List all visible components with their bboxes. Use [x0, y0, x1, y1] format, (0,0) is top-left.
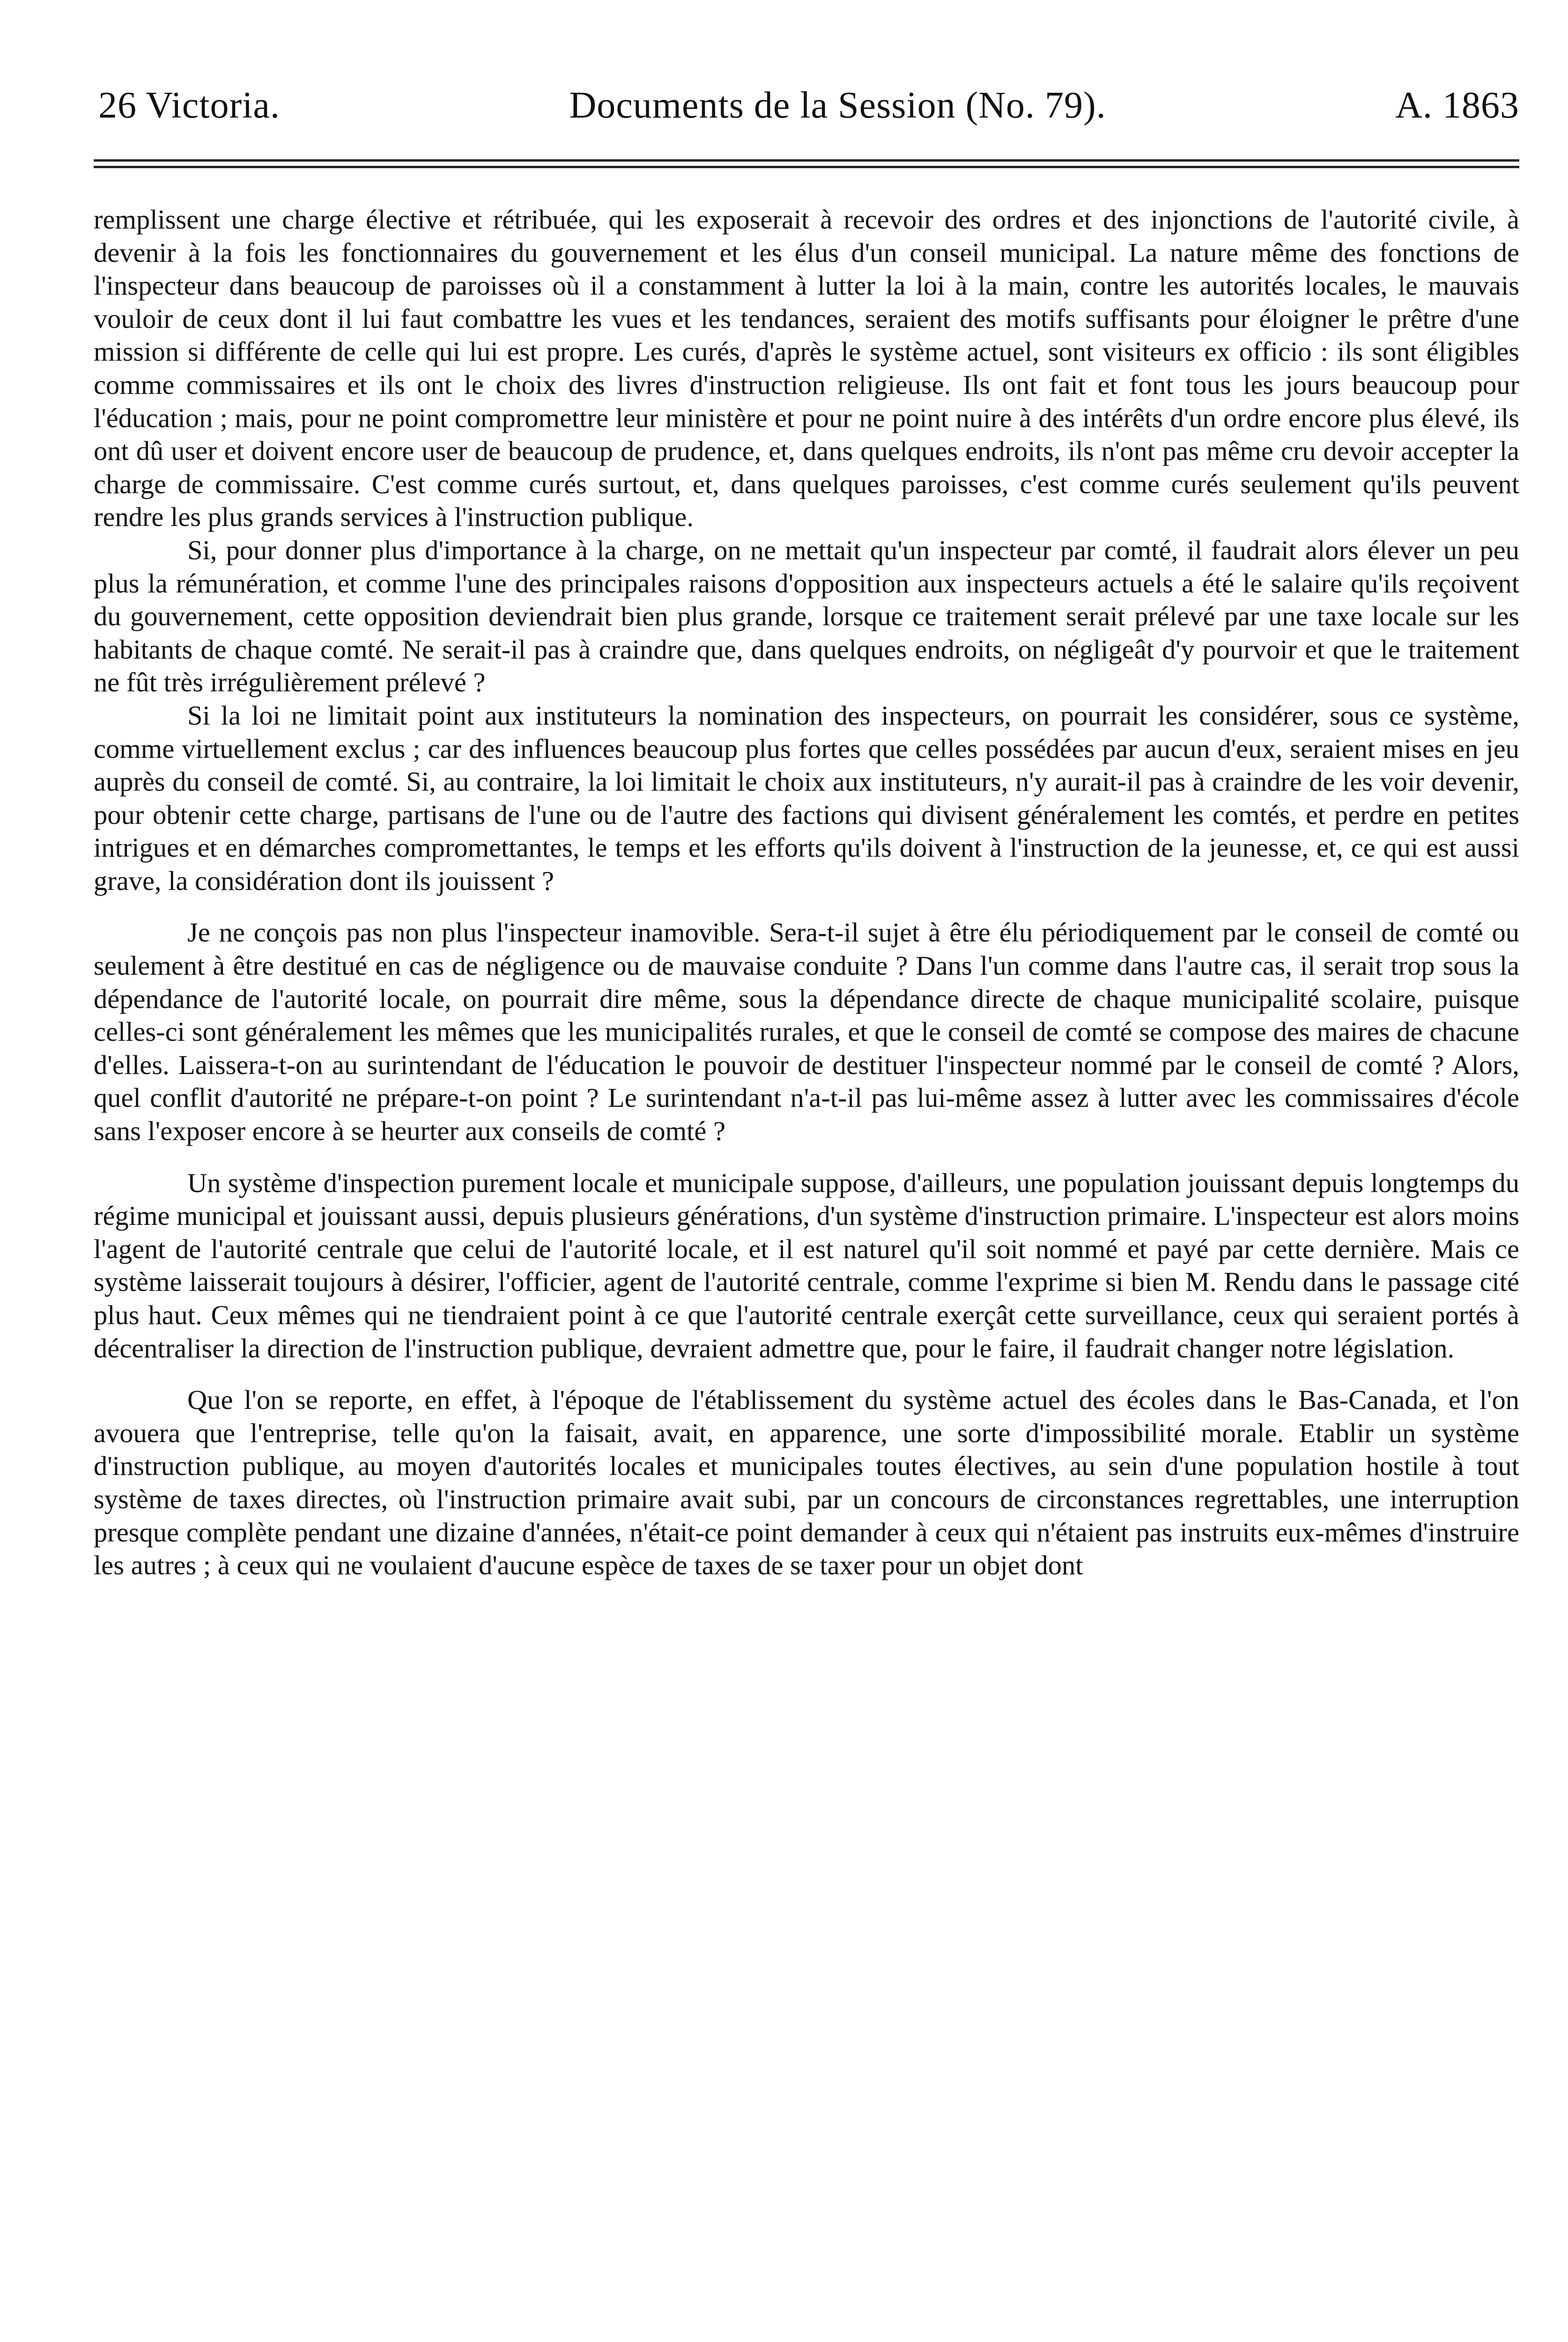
paragraph-continued: remplissent une charge élective et rétribuée, qui les exposerait à recevoir des ordres et des injonctions de l'autorité civile, à devenir à la fois les fonctionnaires du gouvernement et les élus d'un conseil municipal. La nature même des fonctions de l'inspecteur dans beaucoup de paroisses où il a constamment à lutter la loi à la main, contre les autorités locales, le mauvais vouloir de ceux dont il lui faut combattre les vues et les tendances, seraient des motifs suffisants pour éloigner le prêtre d'une mission si différente de celle qui lui est propre. Les curés, d'après le système actuel, sont visiteurs ex officio : ils sont éligibles comme commissaires et ils ont le choix des livres d'instruction religieuse. Ils ont fait et font tous les jours beaucoup pour l'éducation ; mais, pour ne point compromettre leur ministère et pour ne point nuire à des intérêts d'un ordre encore plus élevé, ils ont dû user et doivent encore user de beaucoup de prudence, et, dans quelques endroits, ils n'ont pas même cru devoir accepter la charge de commissaire. C'est comme curés surtout, et, dans quelques paroisses, c'est comme curés seulement qu'ils peuvent rendre les plus grands services à l'instruction publique.: [94, 204, 1519, 533]
running-head: [98, 82, 1519, 129]
body-text: [94, 203, 1519, 1582]
paragraph: Je ne conçois pas non plus l'inspecteur inamovible. Sera-t-il sujet à être élu périodiquement par le conseil de comté ou seulement à être destitué en cas de négligence ou de mauvaise conduite ? Dans l'un comme dans l'autre cas, il serait trop sous la dépendance de l'autorité locale, on pourrait dire même, sous la dépendance directe de chaque municipalité scolaire, puisque celles-ci sont généralement les mêmes que les municipalités rurales, et que le conseil de comté se compose des maires de chacune d'elles. Laissera-t-on au surintendant de l'éducation le pouvoir de destituer l'inspecteur nommé par le conseil de comté ? Alors, quel conflit d'autorité ne prépare-t-on point ? Le surintendant n'a-t-il pas lui-même assez à lutter avec les commissaires d'école sans l'exposer encore à se heurter aux conseils de comté ?: [94, 917, 1519, 1147]
header-year: A. 1863: [1395, 85, 1519, 126]
header-session-year: 26 Victoria.: [98, 85, 280, 126]
paragraph: Que l'on se reporte, en effet, à l'époque de l'établissement du système actuel des écoles dans le Bas-Canada, et l'on avouera que l'entreprise, telle qu'on la faisait, avait, en apparence, une sorte d'impossibilité morale. Etablir un système d'instruction publique, au moyen d'autorités locales et municipales toutes électives, au sein d'une population hostile à tout système de taxes directes, où l'instruction primaire avait subi, par un concours de circonstances regrettables, une interruption presque complète pendant une dizaine d'années, n'était-ce point demander à ceux qui n'étaient pas instruits eux-mêmes d'instruire les autres ; à ceux qui ne voulaient d'aucune espèce de taxes de se taxer pour un objet dont: [94, 1385, 1519, 1581]
header-rule: [94, 159, 1519, 170]
paragraph: Si, pour donner plus d'importance à la charge, on ne mettait qu'un inspecteur par comté, il faudrait alors élever un peu plus la rémunération, et comme l'une des principales raisons d'opposition aux inspecteurs actuels a été le salaire qu'ils reçoivent du gouvernement, cette opposition deviendrait bien plus grande, lorsque ce traitement serait prélevé par une taxe locale sur les habitants de chaque comté. Ne serait-il pas à craindre que, dans quelques endroits, on négligeât d'y pourvoir et que le traitement ne fût très irrégulièrement prélevé ?: [94, 534, 1519, 698]
paragraph: Un système d'inspection purement locale et municipale suppose, d'ailleurs, une population jouissant depuis longtemps du régime municipal et jouissant aussi, depuis plusieurs générations, d'un système d'instruction primaire. L'inspecteur est alors moins l'agent de l'autorité centrale que celui de l'autorité locale, et il est naturel qu'il soit nommé et payé par cette dernière. Mais ce système laisserait toujours à désirer, l'officier, agent de l'autorité centrale, comme l'exprime si bien M. Rendu dans le passage cité plus haut. Ceux mêmes qui ne tiendraient point à ce que l'autorité centrale exerçât cette surveillance, ceux qui seraient portés à décentraliser la direction de l'instruction publique, devraient admettre que, pour le faire, il faudrait changer notre législation.: [94, 1167, 1519, 1364]
paragraph: Si la loi ne limitait point aux instituteurs la nomination des inspecteurs, on pourrait les considérer, sous ce système, comme virtuellement exclus ; car des influences beaucoup plus fortes que celles possédées par aucun d'eux, seraient mises en jeu auprès du conseil de comté. Si, au contraire, la loi limitait le choix aux instituteurs, n'y aurait-il pas à craindre de les voir devenir, pour obtenir cette charge, partisans de l'une ou de l'autre des factions qui divisent généralement les comtés, et perdre en petites intrigues et en démarches compromettantes, le temps et les efforts qu'ils doivent à l'instruction de la jeunesse, et, ce qui est aussi grave, la considération dont ils jouissent ?: [94, 700, 1519, 896]
header-document-title: Documents de la Session (No. 79).: [569, 85, 1106, 126]
